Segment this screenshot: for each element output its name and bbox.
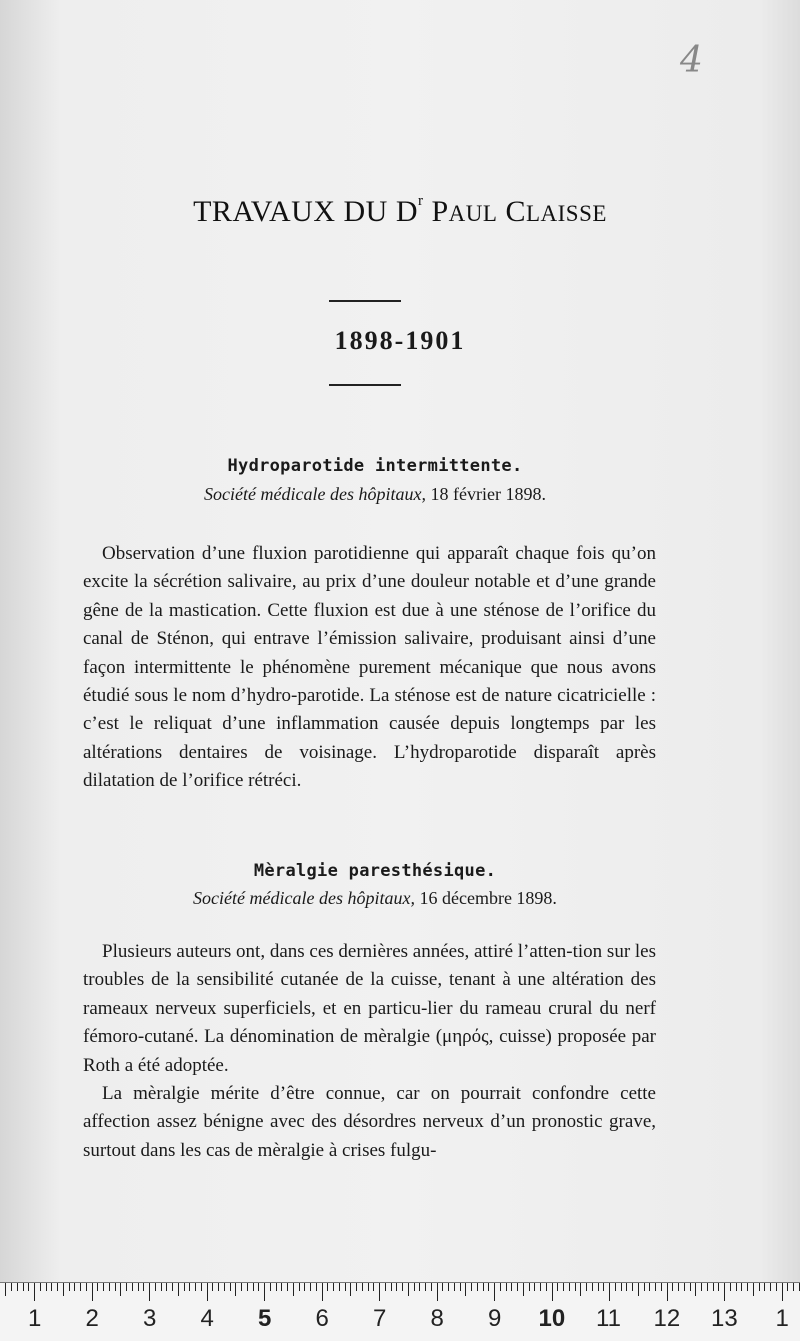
ruler-tick [638,1283,639,1296]
ruler-number: 6 [315,1305,329,1332]
ruler-tick [34,1283,35,1301]
ruler-tick [529,1283,530,1291]
section1-source [0,484,750,505]
ruler-tick [557,1283,558,1291]
ruler-tick [143,1283,144,1291]
ruler-tick [770,1283,771,1291]
ruler-tick [57,1283,58,1291]
ruler-tick [793,1283,794,1291]
ruler-tick [431,1283,432,1291]
ruler-tick [419,1283,420,1291]
ruler-tick [580,1283,581,1296]
ruler-tick [5,1283,6,1296]
ruler-number: 1 [28,1305,42,1332]
ruler-tick [184,1283,185,1291]
title-initial-2: C [505,195,526,228]
ruler-tick [385,1283,386,1291]
ruler-tick [350,1283,351,1296]
ruler-tick [425,1283,426,1291]
ruler-tick [701,1283,702,1291]
ruler-tick [189,1283,190,1291]
measuring-ruler [0,1282,800,1341]
ruler-tick [667,1283,668,1301]
ruler-tick [546,1283,547,1291]
ruler-tick [500,1283,501,1291]
ruler-tick [759,1283,760,1291]
ruler-tick [552,1283,553,1301]
section2-date: 16 décembre 1898. [419,888,557,908]
section2-source [0,888,750,909]
ruler-tick [195,1283,196,1291]
ruler-tick [776,1283,777,1291]
ruler-tick [575,1283,576,1291]
ruler-tick [362,1283,363,1291]
ruler-tick [310,1283,311,1291]
title-prefix: TRAVAUX DU D [193,195,418,228]
ruler-tick [523,1283,524,1296]
ruler-tick [379,1283,380,1301]
ruler-tick [120,1283,121,1296]
ruler-tick [51,1283,52,1291]
ruler-tick [506,1283,507,1291]
ruler-tick [293,1283,294,1296]
ruler-tick [299,1283,300,1291]
divider-bottom [329,384,401,386]
ruler-tick [304,1283,305,1291]
ruler-tick [690,1283,691,1291]
ruler-tick [408,1283,409,1296]
ruler-tick [218,1283,219,1291]
ruler-tick [402,1283,403,1291]
ruler-tick [345,1283,346,1291]
ruler-tick [46,1283,47,1291]
ruler-tick [649,1283,650,1291]
ruler-tick [661,1283,662,1291]
ruler-tick [17,1283,18,1291]
ruler-tick [460,1283,461,1291]
ruler-number: 10 [538,1305,566,1332]
ruler-number: 11 [596,1305,621,1332]
ruler-tick [126,1283,127,1291]
title-initial-1: P [431,195,449,228]
ruler-tick [166,1283,167,1291]
section2-society: Société médicale des hôpitaux, [193,888,415,908]
ruler-tick [592,1283,593,1291]
ruler-tick [230,1283,231,1291]
ruler-tick [80,1283,81,1291]
ruler-tick [615,1283,616,1291]
ruler-tick [109,1283,110,1291]
ruler-tick [609,1283,610,1301]
ruler-tick [356,1283,357,1291]
ruler-tick [161,1283,162,1291]
ruler-number: 4 [200,1305,214,1332]
ruler-tick [86,1283,87,1291]
ruler-number: 5 [258,1305,272,1332]
ruler-tick [747,1283,748,1291]
document-title [0,195,800,229]
ruler-number: 2 [85,1305,99,1332]
ruler-tick [115,1283,116,1291]
ruler-tick [281,1283,282,1291]
ruler-tick [713,1283,714,1291]
ruler-tick [517,1283,518,1291]
ruler-tick [235,1283,236,1296]
ruler-tick [448,1283,449,1291]
ruler-tick [442,1283,443,1291]
ruler-number: 7 [373,1305,387,1332]
ruler-tick [707,1283,708,1291]
section2-paragraph-1: Plusieurs auteurs ont, dans ces dernières années, attiré l’atten-tion sur les troubles de la sensibilité cutanée de la cuisse, tenant à une altération des rameaux nerveux superficiels, et en particu-lier du rameau crural du nerf fémoro-cutané. La dénomination de mèralgie (μηρός, cuisse) proposée par Roth a été adoptée. [83,941,656,1076]
ruler-tick [678,1283,679,1291]
section2-paragraph-2: La mèralgie mérite d’être connue, car on pourrait confondre cette affection assez bénigne avec des désordres nerveux d’un pronostic grave, surtout dans les cas de mèralgie à crises fulgu- [83,1083,656,1161]
ruler-tick [787,1283,788,1291]
ruler-tick [264,1283,265,1301]
ruler-tick [63,1283,64,1296]
title-rest-2: LAISSE [525,201,607,226]
ruler-tick [437,1283,438,1301]
ruler-tick [92,1283,93,1301]
ruler-tick [684,1283,685,1291]
section1-date: 18 février 1898. [430,484,546,504]
ruler-tick [563,1283,564,1291]
years-heading: 1898-1901 [334,326,466,355]
ruler-tick [270,1283,271,1291]
ruler-tick [40,1283,41,1291]
section2-heading: Mèralgie paresthésique. [253,861,497,881]
ruler-number: 8 [430,1305,444,1332]
ruler-number: 3 [143,1305,157,1332]
ruler-tick [178,1283,179,1296]
ruler-tick [276,1283,277,1291]
ruler-tick [149,1283,150,1301]
ruler-tick [207,1283,208,1301]
ruler-tick [488,1283,489,1291]
ruler-tick [718,1283,719,1291]
ruler-tick [471,1283,472,1291]
ruler-tick [465,1283,466,1296]
ruler-tick [391,1283,392,1291]
ruler-tick [730,1283,731,1291]
ruler-tick [586,1283,587,1291]
section1-society: Société médicale des hôpitaux, [204,484,426,504]
ruler-tick [764,1283,765,1291]
ruler-tick [11,1283,12,1291]
ruler-tick [339,1283,340,1291]
ruler-tick [603,1283,604,1291]
ruler-tick [396,1283,397,1291]
ruler-tick [753,1283,754,1296]
ruler-tick [741,1283,742,1291]
ruler-tick [333,1283,334,1291]
ruler-ticks [0,1283,800,1303]
title-rest-1: AUL [448,201,498,226]
ruler-number: 1 [775,1305,789,1332]
handwritten-page-number: 4 [680,40,703,81]
ruler-tick [534,1283,535,1291]
section1-paragraph: Observation d’une fluxion parotidienne qui apparaît chaque fois qu’on excite la sécrétion salivaire, au prix d’une douleur notable et d’une grande gêne de la mastication. Cette fluxion est due à une sténose de l’orifice du canal de Sténon, qui entrave l’émission salivaire, produisant ainsi d’une façon intermittente le phénomène purement mécanique que nous avons étudié sous le nom d’hydro-parotide. La sténose est de nature cicatricielle : c’est le reliquat d’une inflammation causée depuis longtemps par les altérations dentaires de voisinage. L’hydroparotide disparaît après dilatation de l’orifice rétréci. [83,543,656,792]
ruler-tick [138,1283,139,1291]
ruler-tick [327,1283,328,1291]
ruler-tick [569,1283,570,1291]
ruler-tick [373,1283,374,1291]
ruler-tick [632,1283,633,1291]
ruler-tick [132,1283,133,1291]
ruler-tick [695,1283,696,1296]
ruler-tick [322,1283,323,1301]
ruler-number: 13 [711,1305,738,1332]
ruler-tick [626,1283,627,1291]
ruler-tick [103,1283,104,1291]
ruler-number: 12 [653,1305,681,1332]
ruler-tick [368,1283,369,1291]
divider-top [329,300,401,302]
ruler-tick [258,1283,259,1291]
ruler-tick [253,1283,254,1291]
ruler-tick [201,1283,202,1291]
ruler-tick [672,1283,673,1291]
ruler-tick [644,1283,645,1291]
ruler-number: 9 [488,1305,502,1332]
ruler-tick [782,1283,783,1301]
ruler-tick [454,1283,455,1291]
ruler-tick [241,1283,242,1291]
ruler-tick [69,1283,70,1291]
ruler-tick [97,1283,98,1291]
ruler-tick [736,1283,737,1291]
ruler-tick [724,1283,725,1301]
ruler-tick [483,1283,484,1291]
ruler-tick [28,1283,29,1291]
ruler-tick [477,1283,478,1291]
ruler-tick [316,1283,317,1291]
title-superscript: r [417,193,424,209]
ruler-tick [287,1283,288,1291]
ruler-tick [23,1283,24,1291]
ruler-tick [494,1283,495,1301]
ruler-tick [621,1283,622,1291]
ruler-tick [74,1283,75,1291]
ruler-tick [212,1283,213,1291]
ruler-tick [655,1283,656,1291]
section1-heading: Hydroparotide intermittente. [227,456,523,476]
ruler-tick [172,1283,173,1291]
ruler-tick [155,1283,156,1291]
ruler-tick [414,1283,415,1291]
ruler-tick [598,1283,599,1291]
ruler-tick [540,1283,541,1291]
ruler-tick [224,1283,225,1291]
ruler-tick [511,1283,512,1291]
ruler-tick [247,1283,248,1291]
